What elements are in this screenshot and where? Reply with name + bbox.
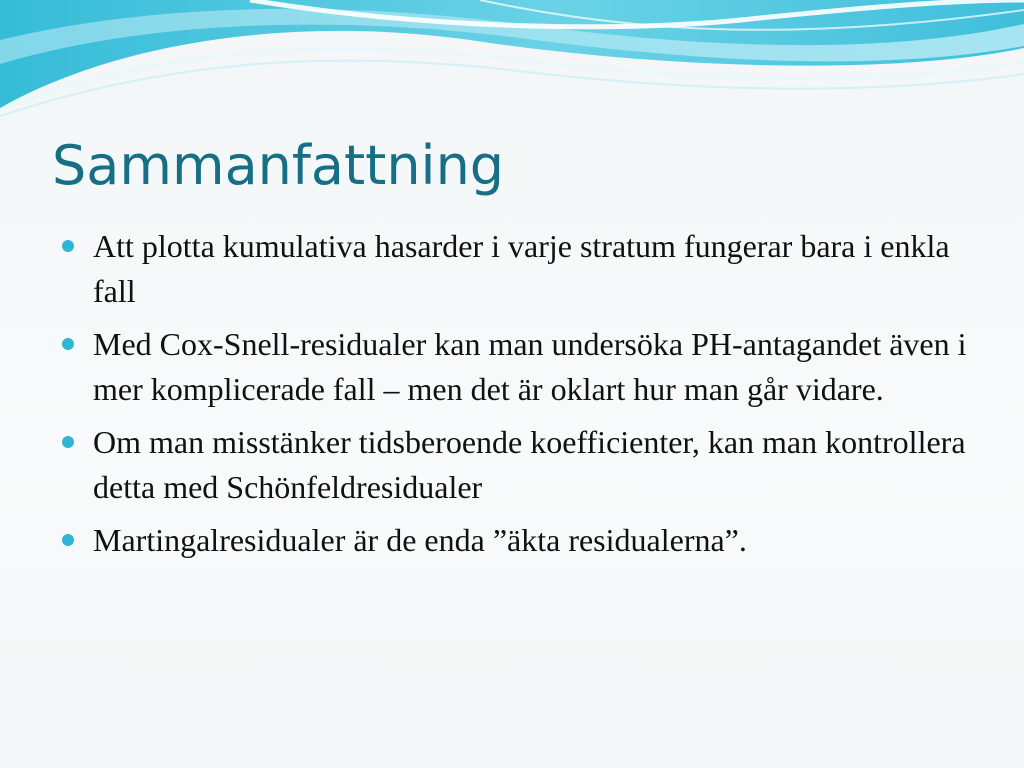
bullet-item [62,224,972,314]
bullet-dot-icon [62,338,74,350]
bullet-item [62,322,972,412]
bullet-item [62,518,972,563]
bullet-text: Med Cox-Snell-residualer kan man undersöka PH-antagandet även i mer komplicerade fall – men det är oklart hur man går vidare. [93,326,967,407]
bullet-item [62,420,972,510]
bullet-dot-icon [62,240,74,252]
bullet-list [62,224,972,571]
bullet-text: Om man misstänker tidsberoende koefficienter, kan man kontrollera detta med Schönfeldresidualer [93,424,966,505]
bullet-text: Martingalresidualer är de enda ”äkta residualerna”. [93,522,747,558]
bullet-text: Att plotta kumulativa hasarder i varje stratum fungerar bara i enkla fall [93,228,950,309]
header-wave-decoration [0,0,1024,120]
bullet-dot-icon [62,436,74,448]
bullet-dot-icon [62,534,74,546]
slide-title: Sammanfattning [52,134,505,197]
